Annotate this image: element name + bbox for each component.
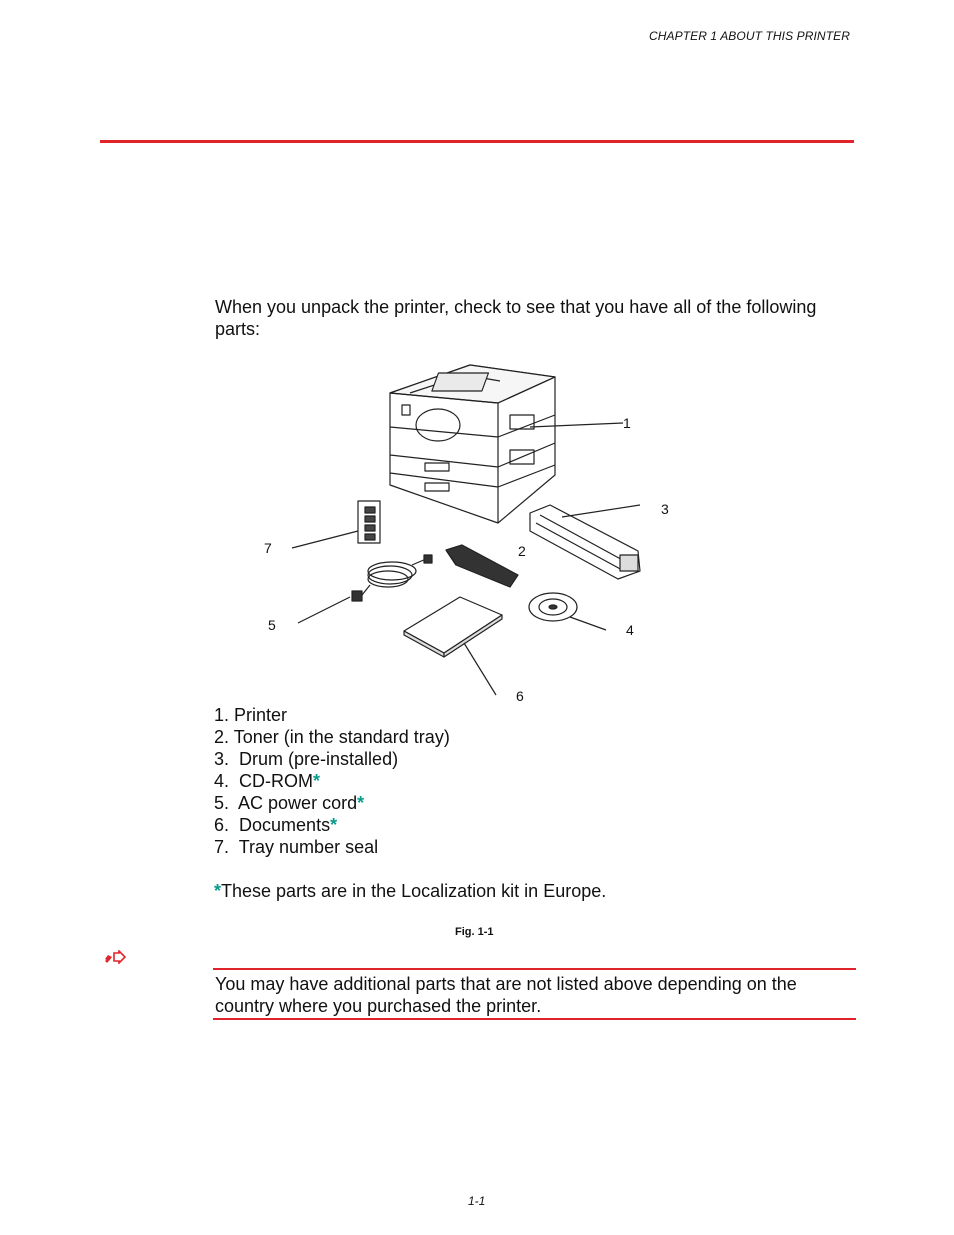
page-number: 1-1 [468, 1194, 486, 1208]
list-item: 3. Drum (pre-installed) [214, 749, 399, 769]
callout-3: 3 [661, 501, 669, 517]
chapter-header: CHAPTER 1 ABOUT THIS PRINTER [648, 29, 850, 43]
intro-paragraph: When you unpack the printer, check to see that you have all of the following parts: [215, 297, 817, 339]
power-cord-drawing [298, 555, 432, 623]
callout-4: 4 [626, 622, 634, 638]
list-item: 6. Documents* [214, 815, 338, 835]
callout-5: 5 [268, 617, 276, 633]
list-item: 7. Tray number seal [214, 837, 379, 857]
documents-drawing [404, 597, 502, 695]
note-pencil-icon [104, 950, 128, 964]
list-item: 5. AC power cord* [214, 793, 365, 813]
note-box [213, 968, 856, 1020]
note-text: You may have additional parts that are not listed above depending on the country where you purchased the printer. [215, 974, 797, 1016]
printer-drawing [390, 365, 623, 523]
parts-figure [240, 355, 700, 715]
footnote: *These parts are in the Localization kit in Europe. [214, 881, 607, 901]
list-item: 2. Toner (in the standard tray) [214, 727, 450, 747]
figure-caption: Fig. 1-1 [455, 926, 494, 938]
callout-2: 2 [518, 543, 526, 559]
parts-list [214, 704, 450, 858]
parts-illustration [240, 355, 700, 715]
cdrom-drawing [529, 593, 606, 630]
list-item: 1. Printer [214, 705, 288, 725]
toner-drawing [446, 545, 518, 587]
seal-drawing [292, 501, 380, 548]
callout-7: 7 [264, 540, 272, 556]
callout-6: 6 [516, 688, 524, 704]
drum-drawing [530, 505, 640, 579]
section-rule [100, 140, 854, 143]
list-item: 4. CD-ROM* [214, 771, 321, 791]
callout-1: 1 [623, 415, 631, 431]
